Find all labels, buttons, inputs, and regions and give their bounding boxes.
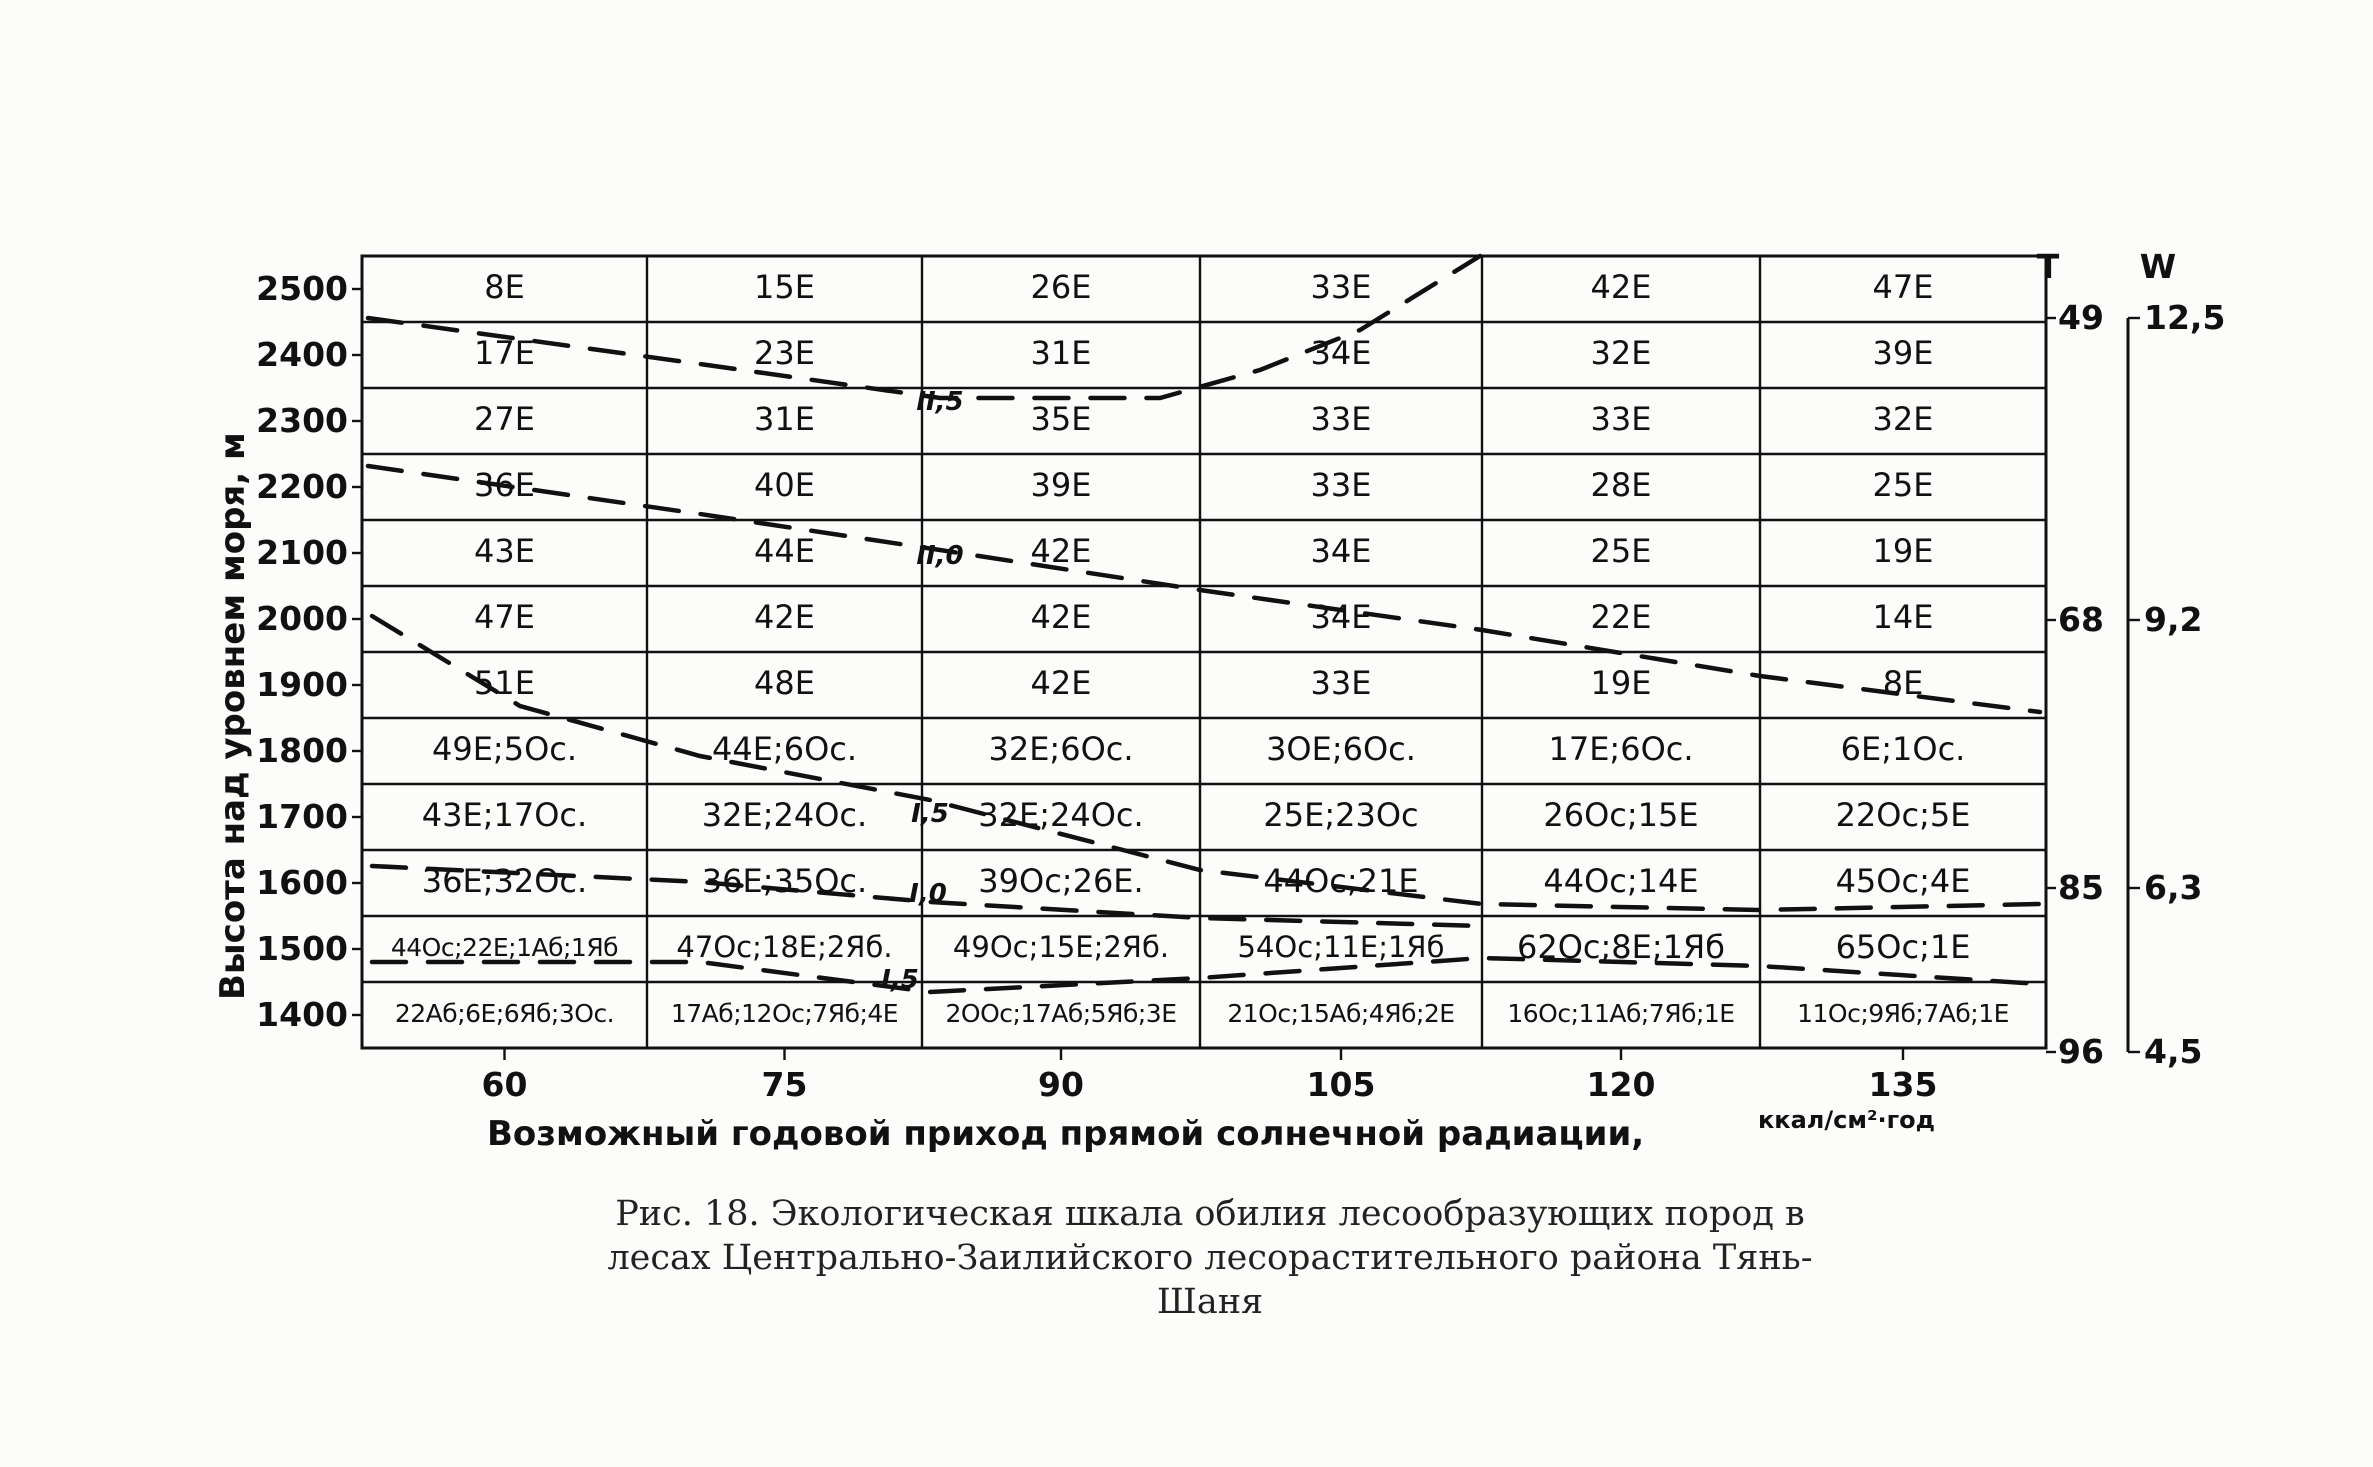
table-cell: 16Oc;11Аб;7Яб;1E xyxy=(1507,999,1735,1028)
table-cell: 14E xyxy=(1872,598,1934,636)
t-axis-tick-label: 49 xyxy=(2058,298,2104,337)
axes xyxy=(256,269,2225,1104)
table-cell: 22Oc;5E xyxy=(1835,796,1971,834)
x-tick-label: 120 xyxy=(1586,1065,1656,1104)
table-cell: 19E xyxy=(1590,664,1652,702)
x-tick-label: 75 xyxy=(761,1065,808,1104)
table-cell: 2OOc;17Аб;5Яб;3E xyxy=(945,999,1177,1028)
t-axis-tick-label: 85 xyxy=(2058,868,2104,907)
y-tick-label: 2400 xyxy=(256,335,348,374)
x-tick-label: 90 xyxy=(1038,1065,1084,1104)
boundary-label: II,0 xyxy=(916,541,964,571)
table-cell: 26E xyxy=(1030,268,1092,306)
table-cell: 8E xyxy=(484,268,525,306)
w-axis-tick-label: 9,2 xyxy=(2144,600,2203,639)
table-cell: 17Аб;12Oc;7Яб;4E xyxy=(670,999,899,1028)
y-tick-label: 1800 xyxy=(256,731,348,770)
table-cell: 32E;6Oc. xyxy=(988,730,1134,768)
table-cell: 44E;6Oc. xyxy=(711,730,858,768)
table-cell: 47E xyxy=(474,598,535,636)
right-axis-t-title: T xyxy=(2036,247,2060,286)
boundary-label: II,5 xyxy=(916,387,964,417)
table-cell: 42E xyxy=(1590,268,1652,306)
table-cell: 17E xyxy=(474,334,535,372)
table-cell: 28E xyxy=(1590,466,1652,504)
t-axis-tick-label: 96 xyxy=(2058,1032,2104,1071)
table-cell: 62Oc;8E;1Яб xyxy=(1517,928,1725,966)
table-cell: 32E xyxy=(1872,400,1934,438)
table-cell: 43E;17Oc. xyxy=(421,796,588,834)
table-cell: 36E;32Oc. xyxy=(421,862,588,900)
table-cell: 34E xyxy=(1310,598,1372,636)
boundary-dashed-line xyxy=(368,466,2040,712)
y-tick-label: 2200 xyxy=(256,467,348,506)
table-cell: 45Oc;4E xyxy=(1835,862,1971,900)
table-cell: 48E xyxy=(754,664,815,702)
table-cell: 25E xyxy=(1590,532,1652,570)
table-cell: 32E;24Oc. xyxy=(978,796,1144,834)
table-cell: 33E xyxy=(1310,466,1372,504)
table-cell: 36E xyxy=(474,466,535,504)
x-tick-label: 105 xyxy=(1306,1065,1376,1104)
table-cell: 34E xyxy=(1310,532,1372,570)
x-tick-label: 135 xyxy=(1868,1065,1938,1104)
figure-caption: Рис. 18. Экологическая шкала обилия лесообразующих пород в лесах Центрально-Заилийского лесорастительного района Тянь-Шаня xyxy=(607,1194,1813,1322)
y-tick-label: 2000 xyxy=(256,599,348,638)
y-tick-label: 2100 xyxy=(256,533,348,572)
w-axis-tick-label: 12,5 xyxy=(2144,298,2226,337)
table-cell: 6E;1Oc. xyxy=(1840,730,1966,768)
table-cell: 33E xyxy=(1310,664,1372,702)
table-cell: 32E;24Oc. xyxy=(701,796,868,834)
y-tick-label: 1400 xyxy=(256,995,348,1034)
table-cell: 43E xyxy=(474,532,535,570)
w-axis-tick-label: 4,5 xyxy=(2144,1032,2203,1071)
table-cell: 36E;35Oc. xyxy=(701,862,868,900)
table-cell: 44E xyxy=(754,532,815,570)
table-cell: 42E xyxy=(1030,598,1092,636)
table-cell: 22E xyxy=(1590,598,1652,636)
boundary-dashed-line xyxy=(372,616,2040,910)
y-tick-label: 2500 xyxy=(256,269,348,308)
boundary-dashed-line xyxy=(372,958,2040,992)
table-cell: 21Oc;15Аб;4Яб;2E xyxy=(1227,999,1455,1028)
table-cell: 26Oc;15E xyxy=(1543,796,1699,834)
table-cell: 8E xyxy=(1882,664,1924,702)
table-cell: 34E xyxy=(1310,334,1372,372)
y-tick-label: 1500 xyxy=(256,929,348,968)
boundary-lines xyxy=(368,256,2040,995)
table-cell: 35E xyxy=(1030,400,1092,438)
table-cell: 33E xyxy=(1310,400,1372,438)
table-cell: 15E xyxy=(754,268,815,306)
table-cell: 40E xyxy=(754,466,815,504)
table-cell: 23E xyxy=(754,334,815,372)
table-cell: 33E xyxy=(1590,400,1652,438)
boundary-label: I,5 xyxy=(911,799,949,829)
table-cell: 22Аб;6E;6Яб;3Oc. xyxy=(394,999,615,1028)
table-cell: 25E xyxy=(1872,466,1934,504)
table-cell: 39E xyxy=(1872,334,1934,372)
boundary-label: I,0 xyxy=(909,879,947,909)
table-cell: 39Oc;26E. xyxy=(978,862,1144,900)
y-tick-label: 1600 xyxy=(256,863,348,902)
table-cell: 32E xyxy=(1590,334,1652,372)
boundary-label: I,5 xyxy=(881,965,919,995)
table-cell: 42E xyxy=(1030,664,1092,702)
table-cell: 47E xyxy=(1872,268,1934,306)
table-cell: 65Oc;1E xyxy=(1835,928,1971,966)
table-cell: 44Oc;22E;1Аб;1Яб xyxy=(390,933,619,962)
w-axis-tick-label: 6,3 xyxy=(2144,868,2203,907)
table-cell: 44Oc;21E xyxy=(1263,862,1419,900)
table-cell: 49E;5Oc. xyxy=(431,730,578,768)
y-axis-title: Высота над уровнем моря, м xyxy=(213,432,253,1000)
t-axis-tick-label: 68 xyxy=(2058,600,2104,639)
y-tick-label: 2300 xyxy=(256,401,348,440)
table-cell: 51E xyxy=(474,664,535,702)
table-cell: 54Oc;11E;1Яб xyxy=(1237,930,1445,964)
table-cell: 49Oc;15E;2Яб. xyxy=(952,930,1170,964)
y-tick-label: 1700 xyxy=(256,797,348,836)
table-cell: 47Oc;18E;2Яб. xyxy=(676,930,893,964)
x-axis-title: Возможный годовой приход прямой солнечной радиации, xyxy=(487,1114,1645,1154)
table-cell: 31E xyxy=(1030,334,1092,372)
table-cell: 19E xyxy=(1872,532,1934,570)
table-cell: 3OE;6Oc. xyxy=(1266,730,1416,768)
table-cell: 27E xyxy=(474,400,535,438)
table-cell: 31E xyxy=(754,400,815,438)
table-cell: 42E xyxy=(1030,532,1092,570)
table-cell: 11Oc;9Яб;7Аб;1E xyxy=(1797,999,2009,1028)
table-cell: 25E;23Oc xyxy=(1263,796,1419,834)
right-axis-w-title: W xyxy=(2139,247,2177,286)
y-tick-label: 1900 xyxy=(256,665,348,704)
table-cell: 17E;6Oc. xyxy=(1548,730,1694,768)
table-cell: 44Oc;14E xyxy=(1543,862,1699,900)
table-cell: 33E xyxy=(1310,268,1372,306)
x-axis-unit: ккал/см²·год xyxy=(1758,1106,1935,1134)
table-cell: 39E xyxy=(1030,466,1092,504)
table-cell: 42E xyxy=(754,598,815,636)
table-grid xyxy=(362,256,2046,1048)
x-tick-label: 60 xyxy=(481,1065,528,1104)
